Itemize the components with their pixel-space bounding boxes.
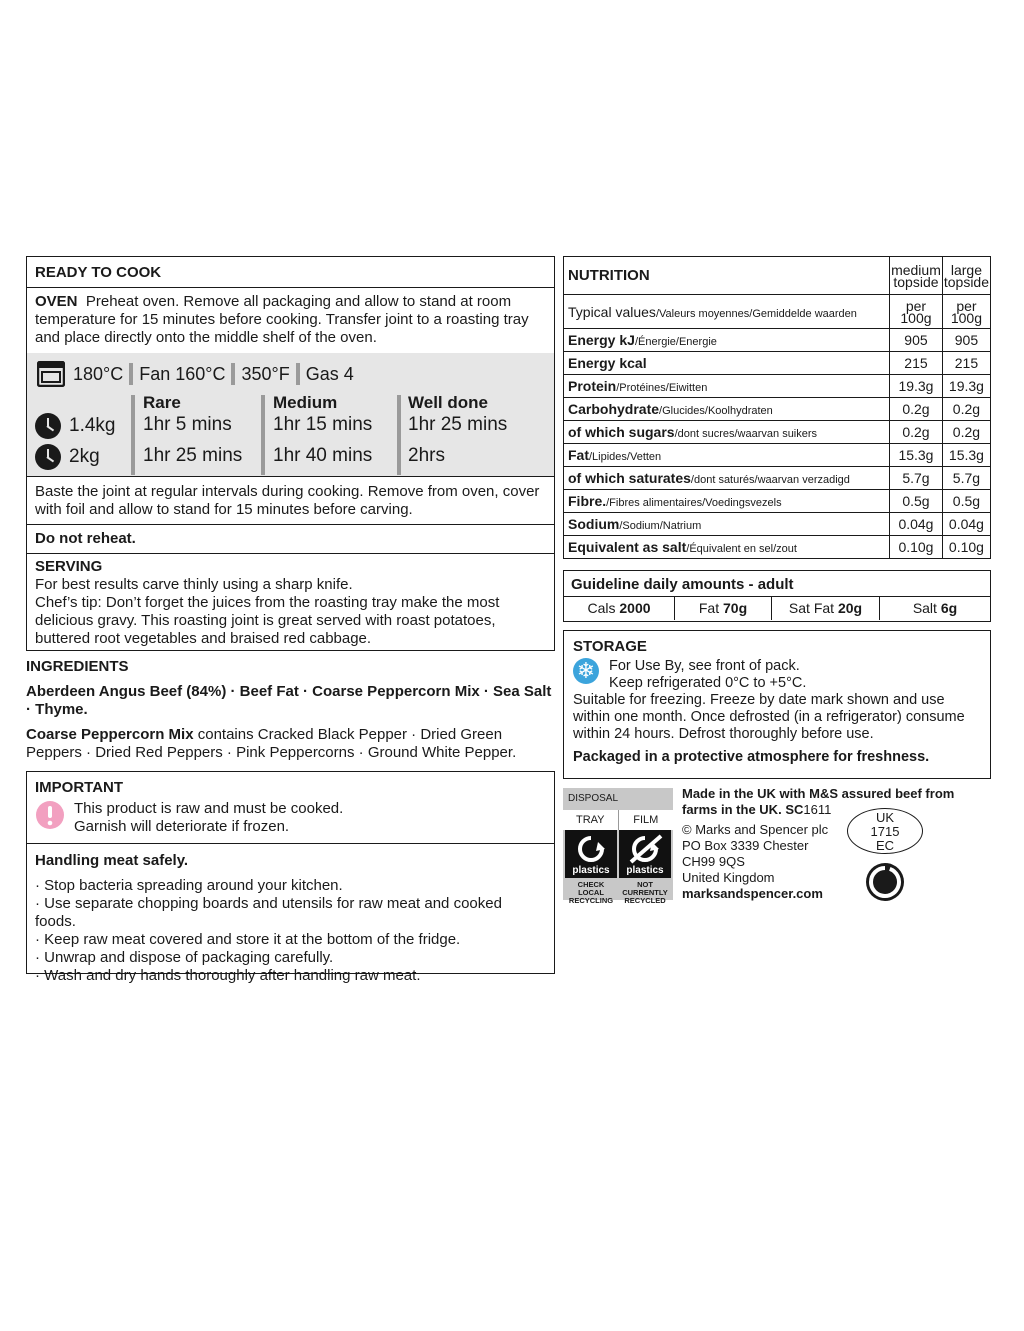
no-reheat: Do not reheat.	[27, 525, 554, 554]
film-material: plastics	[626, 865, 664, 876]
ingredients-main: Aberdeen Angus Beef (84%) · Beef Fat · Coarse Peppercorn Mix · Sea Salt · Thyme.	[26, 683, 552, 718]
nutrition-row	[564, 536, 991, 559]
code-prefix: SC	[785, 802, 804, 817]
value-large: 0.10g	[942, 536, 990, 559]
typical-values	[564, 295, 890, 329]
film-status: NOT CURRENTLY RECYCLED	[622, 880, 668, 905]
value-large: 0.2g	[942, 398, 990, 421]
doneness-label: Rare	[143, 393, 181, 412]
temp-fan: Fan 160°C	[139, 363, 226, 384]
tray-status: CHECK LOCAL RECYCLING	[568, 880, 614, 905]
gda-cals	[564, 597, 675, 620]
clock-icon	[35, 444, 61, 470]
handling-bullet: · Wash and dry hands thoroughly after handling raw meat.	[35, 967, 421, 984]
value-large: 19.3g	[942, 375, 990, 398]
nutrient-sub: /Protéines/Eiwitten	[616, 382, 708, 394]
nutrient-name	[564, 421, 890, 444]
nutrient-sub: /Lipides/Vetten	[589, 451, 662, 463]
nutrient-name	[564, 536, 890, 559]
col-medium: medium topside	[890, 257, 943, 295]
important-box	[26, 771, 555, 984]
nutrient-name	[564, 490, 890, 513]
gda-value: 2000	[619, 600, 651, 616]
nutrient-label: of which sugars	[568, 424, 675, 440]
tray-recycle	[565, 830, 617, 878]
address-2: CH99 9QS	[682, 854, 745, 869]
weight-small: 1.4kg	[69, 415, 116, 436]
nutrient-sub: /Fibres alimentaires/Voedingsvezels	[606, 497, 782, 509]
oven-label: OVEN	[35, 293, 78, 310]
nutrient-sub: /Énergie/Energie	[634, 336, 717, 348]
nutrition-row	[564, 513, 991, 536]
value-medium: 215	[890, 352, 943, 375]
cook-time: 2hrs	[408, 445, 445, 466]
cook-time: 1hr 5 mins	[143, 414, 232, 435]
serving-title: SERVING	[35, 558, 103, 575]
typical-label: Typical values	[568, 303, 656, 320]
film-recycle	[619, 830, 671, 878]
value-medium: 0.2g	[890, 421, 943, 444]
important-section	[27, 772, 554, 844]
value-medium: 0.04g	[890, 513, 943, 536]
use-by: For Use By, see front of pack.	[609, 658, 800, 674]
value-medium: 0.2g	[890, 398, 943, 421]
oven-icon	[37, 361, 65, 387]
nutrition-row	[564, 398, 991, 421]
warning-icon	[35, 800, 65, 830]
nutrient-label: Equivalent as salt	[568, 539, 687, 555]
refrigerate: Keep refrigerated 0°C to +5°C.	[609, 675, 807, 691]
nutrient-label: Energy kJ	[568, 332, 635, 348]
value-large: 0.2g	[942, 421, 990, 444]
doneness-medium	[273, 393, 372, 468]
oval-line: EC	[875, 838, 895, 853]
nutrient-sub: /Glucides/Koolhydraten	[659, 405, 773, 417]
value-medium: 0.10g	[890, 536, 943, 559]
doneness-rare	[143, 393, 242, 468]
made-in	[682, 786, 972, 818]
ingredients-title: INGREDIENTS	[26, 658, 129, 675]
freeze-text: Suitable for freezing. Freeze by date mark shown and use within one month. Once defrosted (in a refrigerator) consume within 24 hours. Defrost thoroughly before use.	[573, 692, 965, 742]
typical-sub: /Valeurs moyennes/Gemiddelde waarden	[655, 307, 857, 320]
clock-icon	[35, 413, 61, 439]
nutrient-name	[564, 375, 890, 398]
doneness-label: Medium	[273, 393, 338, 412]
important-title: IMPORTANT	[35, 779, 124, 796]
country: United Kingdom	[682, 870, 775, 885]
serving-text: For best results carve thinly using a sharp knife.	[35, 576, 353, 593]
nutrition-row	[564, 352, 991, 375]
nutrient-name	[564, 352, 890, 375]
nutrient-label: Protein	[568, 378, 617, 394]
handling-title: Handling meat safely.	[35, 852, 189, 869]
gda-value: 6g	[940, 600, 958, 616]
gda-sat-fat	[772, 597, 880, 620]
value-large: 215	[942, 352, 990, 375]
nutrient-name	[564, 329, 890, 352]
storage-box	[563, 630, 991, 779]
nutrition-row	[564, 444, 991, 467]
serving	[27, 554, 554, 648]
cook-time: 1hr 15 mins	[273, 414, 373, 435]
weight-large: 2kg	[69, 446, 100, 467]
value-large: 15.3g	[942, 444, 990, 467]
snowflake-icon: ❄	[573, 658, 599, 684]
value-medium: 15.3g	[890, 444, 943, 467]
nutrient-label: Carbohydrate	[568, 401, 660, 417]
mix-text: contains Cracked Black Pepper · Dried Green Peppers · Dried Red Peppers · Pink Peppercorns · Ground White Pepper.	[26, 726, 517, 761]
cook-time: 1hr 25 mins	[408, 414, 508, 435]
handling-bullet: · Stop bacteria spreading around your kitchen.	[35, 877, 343, 894]
value-large: 905	[942, 329, 990, 352]
packaged-text: Packaged in a protective atmosphere for freshness.	[573, 749, 930, 765]
not-recycled-icon	[619, 832, 671, 866]
value-medium: 5.7g	[890, 467, 943, 490]
gda-label: Cals	[587, 600, 616, 616]
nutrient-name	[564, 398, 890, 421]
nutrient-label: of which saturates	[568, 470, 691, 486]
gda-label: Fat	[698, 600, 720, 616]
nutrition-row	[564, 329, 991, 352]
cooking-instructions	[26, 256, 555, 651]
doneness-well-done	[408, 393, 507, 468]
guideline-daily-amounts	[563, 570, 991, 622]
nutrition-title: NUTRITION	[564, 257, 890, 295]
gda-label: Salt	[912, 600, 937, 616]
nutrient-name	[564, 444, 890, 467]
disposal-panel	[563, 788, 673, 905]
website: marksandspencer.com	[682, 886, 823, 901]
garnish-warning: Garnish will deteriorate if frozen.	[74, 818, 290, 835]
value-large: 0.04g	[942, 513, 990, 536]
cook-title: READY TO COOK	[27, 257, 554, 288]
nutrient-name	[564, 513, 890, 536]
oven-temps	[37, 361, 354, 387]
handling-bullet: · Unwrap and dispose of packaging carefully.	[35, 949, 334, 966]
nutrient-label: Energy kcal	[568, 355, 647, 371]
baste-text: Baste the joint at regular intervals during cooking. Remove from oven, cover with foil and allow to stand for 15 minutes before carving.	[27, 477, 554, 525]
film-label: FILM	[633, 814, 659, 826]
mix-label: Coarse Peppercorn Mix	[26, 726, 194, 743]
nutrient-label: Sodium	[568, 516, 620, 532]
nutrition-row	[564, 421, 991, 444]
temp-fahrenheit: 350°F	[241, 363, 290, 384]
handling-section	[27, 844, 554, 985]
oven-text: Preheat oven. Remove all packaging and allow to stand at room temperature for 15 minutes before cooking. Transfer joint to a roasting tray and place directly onto the middle shelf of the oven.	[35, 293, 529, 346]
value-medium: 905	[890, 329, 943, 352]
gda-label: Sat Fat	[788, 600, 835, 616]
gda-value: 20g	[837, 600, 863, 616]
oval-line: 1715	[870, 824, 900, 839]
raw-warning: This product is raw and must be cooked.	[74, 800, 344, 817]
cook-time: 1hr 40 mins	[273, 445, 373, 466]
oval-line: UK	[875, 810, 895, 825]
nutrition-row	[564, 467, 991, 490]
gda-value: 70g	[723, 600, 748, 616]
company: © Marks and Spencer plc	[682, 822, 829, 837]
green-dot-icon	[865, 862, 905, 902]
nutrient-sub: /Sodium/Natrium	[619, 520, 702, 532]
nutrition-row	[564, 490, 991, 513]
gda-items	[564, 597, 990, 620]
storage-title: STORAGE	[573, 638, 647, 655]
handling-bullet: · Use separate chopping boards and utensils for raw meat and cooked foods.	[35, 895, 502, 930]
nutrient-label: Fat	[568, 447, 589, 463]
nutrient-sub: /Équivalent en sel/zout	[686, 543, 797, 555]
disposal-title: DISPOSAL	[563, 788, 673, 810]
temp-conventional: 180°C	[73, 363, 124, 384]
gda-salt	[880, 597, 990, 620]
value-large: 0.5g	[942, 490, 990, 513]
nutrient-sub: /dont saturés/waarvan verzadigd	[690, 474, 850, 486]
nutrition-table	[563, 256, 991, 564]
made-text: Made in the UK with M&S assured beef from farms in the UK.	[682, 786, 955, 817]
nutrient-label: Fibre.	[568, 493, 607, 509]
col-large: large topside	[942, 257, 990, 295]
weights	[35, 410, 115, 472]
value-medium: 19.3g	[890, 375, 943, 398]
value-medium: 0.5g	[890, 490, 943, 513]
per-100g: per 100g	[890, 295, 943, 329]
handling-bullet: · Keep raw meat covered and store it at the bottom of the fridge.	[35, 931, 461, 948]
cook-time: 1hr 25 mins	[143, 445, 243, 466]
per-100g: per 100g	[942, 295, 990, 329]
recycle-icon	[565, 832, 617, 866]
peppercorn-mix	[26, 726, 556, 762]
health-mark	[847, 808, 923, 854]
temp-gas: Gas 4	[305, 363, 354, 384]
doneness-label: Well done	[408, 393, 488, 412]
oven-instructions	[27, 288, 554, 353]
nutrient-sub: /dont sucres/waarvan suikers	[674, 428, 818, 440]
oven-times-panel	[27, 353, 554, 477]
value-large: 5.7g	[942, 467, 990, 490]
gda-fat	[675, 597, 772, 620]
chef-tip: Chef’s tip: Don’t forget the juices from the roasting tray make the most delicious gravy. This roasting joint is great served with roast potatoes, buttered root vegetables and braised red cabbage.	[35, 594, 500, 647]
manufacturer	[682, 786, 982, 902]
nutrition-row	[564, 375, 991, 398]
address-1: PO Box 3339 Chester	[682, 838, 809, 853]
gda-title: Guideline daily amounts - adult	[564, 571, 990, 597]
tray-material: plastics	[572, 865, 610, 876]
nutrient-name	[564, 467, 890, 490]
ingredients	[26, 658, 556, 762]
tray-label: TRAY	[563, 810, 619, 830]
code-number: 1611	[803, 802, 832, 817]
